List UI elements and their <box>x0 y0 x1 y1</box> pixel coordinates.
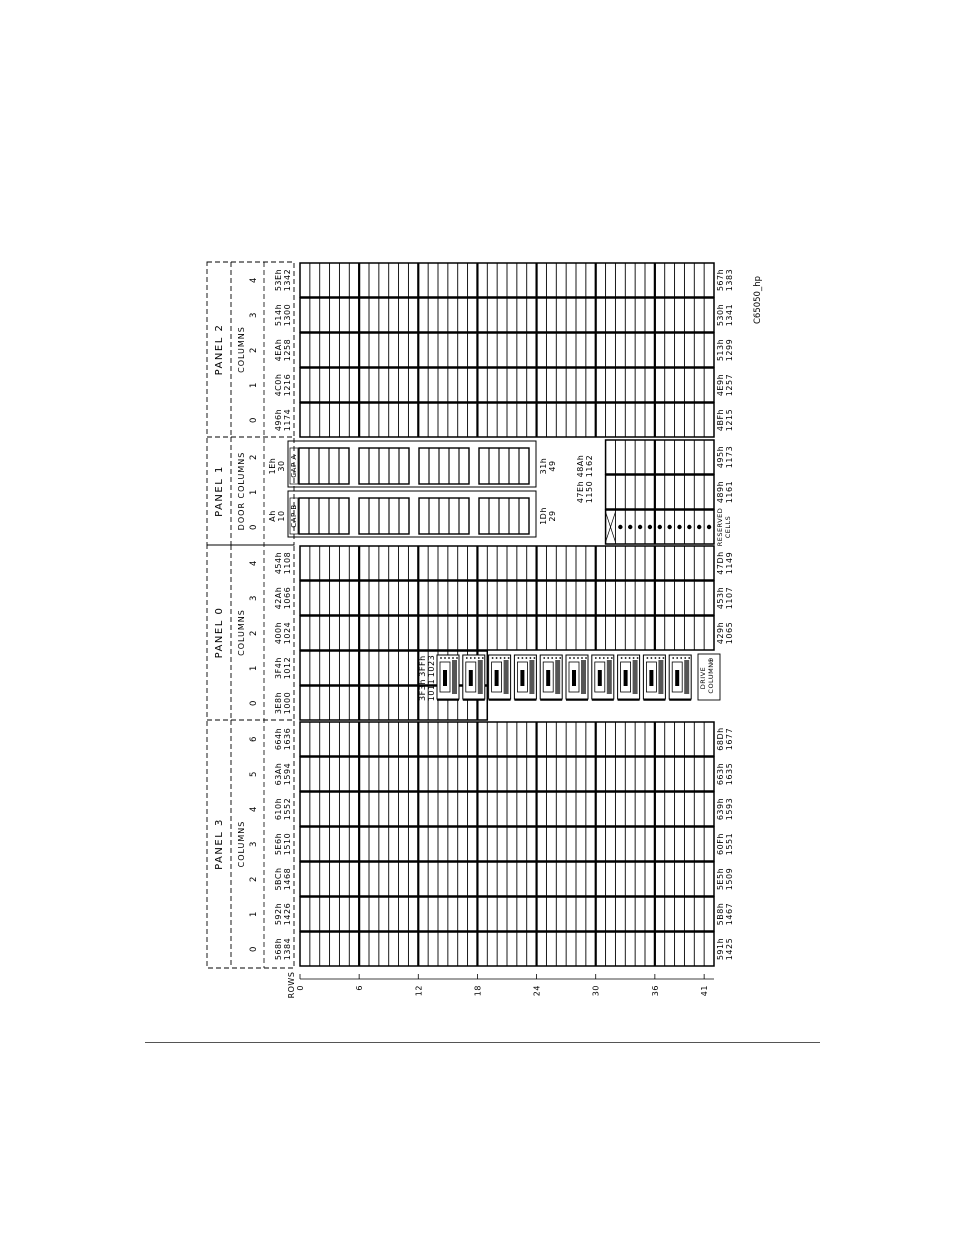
panel-0-col-4-top-dec: 1108 <box>283 551 292 575</box>
cap-b-top-dec: 10 <box>277 510 286 522</box>
panel-3-col-3-top-hex: 5E6h <box>274 832 283 856</box>
panel-0-col-4-bot-dec: 1149 <box>725 551 734 575</box>
panel-3-col-0-top-dec: 1384 <box>283 937 292 961</box>
panel-3-col-3-top-dec: 1510 <box>283 832 292 856</box>
panel-2-col-4-top-dec: 1342 <box>283 268 292 292</box>
mid-label-dec-1150: 1150 <box>585 480 594 504</box>
panel-3-col-1-top-hex: 592h <box>274 902 283 926</box>
cap-a-top-dec: 30 <box>277 460 286 472</box>
panel-2-column-2 <box>300 333 714 367</box>
panel-2-column-4 <box>300 263 714 297</box>
panel-2-column-0 <box>300 403 714 437</box>
cap-a-magazine <box>359 448 409 484</box>
panel-0-subtitle: COLUMNS <box>237 609 246 656</box>
panel-3-col-3-bot-hex: 60Fh <box>716 833 725 855</box>
panel-2-col-4-bot-hex: 567h <box>716 268 725 292</box>
panel-2-col-1-top-dec: 1216 <box>283 373 292 397</box>
panel-1-col-1-bot-hex: 489h <box>716 480 725 504</box>
panel-2-col-num-0: 0 <box>249 417 259 423</box>
tape-drive <box>540 655 562 700</box>
cap-b-magazine <box>299 498 349 534</box>
panel-1-lower-column-1 <box>606 475 714 509</box>
panel-3-col-num-4: 4 <box>249 806 259 812</box>
panel-3-col-5-bot-dec: 1635 <box>725 762 734 786</box>
panel-3-col-2-bot-hex: 5E5h <box>716 867 725 891</box>
panel-1-title: PANEL 1 <box>214 465 225 517</box>
figure-id: C65050_hp <box>753 275 763 325</box>
panel-2-col-3-bot-hex: 530h <box>716 303 725 327</box>
panel-0-col-0-top-hex: 3E8h <box>274 691 283 715</box>
tape-drive <box>618 655 640 700</box>
tape-drive <box>437 655 459 700</box>
panel-3-column-2 <box>300 862 714 896</box>
panel-3-title: PANEL 3 <box>214 818 225 870</box>
reserved-cells <box>606 512 712 542</box>
panel-2-col-4-bot-dec: 1383 <box>725 268 734 292</box>
panel-2-col-2-bot-hex: 513h <box>716 338 725 362</box>
row-label-36: 36 <box>650 985 660 997</box>
reserved-cells-label-line1: RESERVED <box>716 507 724 547</box>
panel-3-col-num-2: 2 <box>249 876 259 882</box>
tape-drive <box>643 655 665 700</box>
panel-1-subtitle: DOOR COLUMNS <box>237 451 246 531</box>
tape-drive <box>669 655 691 700</box>
tape-drive <box>566 655 588 700</box>
page-footer-rule <box>145 1042 820 1043</box>
panel-3-subtitle: COLUMNS <box>237 820 246 868</box>
panel-1-col-num-2: 2 <box>249 454 259 460</box>
panel-3-column-5 <box>300 757 714 791</box>
row-label-18: 18 <box>473 985 483 997</box>
panel-2-col-num-3: 3 <box>249 312 259 318</box>
panel-0-column-2 <box>300 616 714 650</box>
panel-3-col-6-bot-hex: 68Dh <box>716 727 725 751</box>
row-label-30: 30 <box>591 985 601 997</box>
cap-a-top-hex: 1Eh <box>268 457 277 475</box>
panel-3-col-0-bot-hex: 591h <box>716 937 725 961</box>
cap-b-name: CAP B <box>290 504 298 528</box>
panel-1-col-num-1: 1 <box>249 489 259 495</box>
panel-3-col-1-bot-dec: 1467 <box>725 902 734 926</box>
cap-a-name: CAP A <box>290 454 298 478</box>
panel-0-col-0-top-dec: 1000 <box>283 691 292 715</box>
rows-axis-title: ROWS <box>287 971 296 999</box>
drive-column-label-line2: COLUMN <box>707 662 715 694</box>
panel-2-col-1-bot-dec: 1257 <box>725 373 734 397</box>
cap-b-magazine <box>359 498 409 534</box>
panel-3-column-1 <box>300 897 714 931</box>
panel-3-col-5-top-hex: 63Ah <box>274 762 283 786</box>
panel-3-col-2-top-hex: 5BCh <box>274 867 283 891</box>
cap-a-magazine <box>479 448 529 484</box>
panel-3-col-1-top-dec: 1426 <box>283 902 292 926</box>
panel-0-col-3-top-dec: 1066 <box>283 586 292 610</box>
panel-3-col-4-top-hex: 610h <box>274 797 283 821</box>
cap-a-bot-hex: 31h <box>539 457 548 475</box>
cap-b-magazine <box>419 498 469 534</box>
panel-0-col-1-top-dec: 1012 <box>283 656 292 680</box>
panel-2-col-2-top-hex: 4EAh <box>274 338 283 362</box>
row-label-12: 12 <box>414 985 424 997</box>
panel-3-col-2-bot-dec: 1509 <box>725 867 734 891</box>
panel-0-column-3 <box>300 581 714 615</box>
panel-0-col-num-1: 1 <box>249 665 259 671</box>
panel-2-col-num-1: 1 <box>249 382 259 388</box>
row-label-6: 6 <box>355 985 365 991</box>
panel-3-col-5-top-dec: 1594 <box>283 762 292 786</box>
row-label-24: 24 <box>532 985 542 997</box>
panel-2-col-3-bot-dec: 1341 <box>725 303 734 327</box>
panel-3-column-3 <box>300 827 714 861</box>
mid-label-hex-47Eh: 47Eh <box>576 480 585 504</box>
mid-label-hex-48Ah: 48Ah <box>576 454 585 478</box>
panel-3-col-2-top-dec: 1468 <box>283 867 292 891</box>
panel-3-col-3-bot-dec: 1551 <box>725 832 734 856</box>
panel-0-col-2-bot-hex: 429h <box>716 621 725 645</box>
mid-label-dec-1162: 1162 <box>585 454 594 478</box>
panel-3-col-num-0: 0 <box>249 946 259 952</box>
panel-3-col-num-5: 5 <box>249 771 259 777</box>
cap-b-bot-hex: 1Dh <box>539 507 548 525</box>
panel-3-col-6-top-dec: 1636 <box>283 727 292 751</box>
cap-a-magazine <box>419 448 469 484</box>
panel-2-col-0-top-hex: 496h <box>274 408 283 432</box>
drive-column-symbol: ⊕ <box>707 656 715 664</box>
panel-1-col-1-bot-dec: 1161 <box>725 480 734 504</box>
panel-2-column-1 <box>300 368 714 402</box>
panel-2-col-0-top-dec: 1174 <box>283 408 292 432</box>
drive-bays <box>437 655 691 700</box>
panel-0-col-3-bot-hex: 453h <box>716 586 725 610</box>
panel-2-col-1-bot-hex: 4E9h <box>716 373 725 397</box>
panel-0-title: PANEL 0 <box>214 606 225 659</box>
panel-0-col-4-top-hex: 454h <box>274 551 283 575</box>
panel-0-col-1-top-hex: 3F4h <box>274 657 283 679</box>
panel-3-col-num-6: 6 <box>249 736 259 742</box>
panel-0-col-2-top-hex: 400h <box>274 621 283 645</box>
panel-3-col-4-top-dec: 1552 <box>283 797 292 821</box>
inner-label-hex-3F3h: 3F3h <box>418 679 427 701</box>
panel-3-col-0-top-hex: 568h <box>274 937 283 961</box>
panel-1-col-2-bot-dec: 1173 <box>725 445 734 469</box>
panel-2-col-1-top-hex: 4C0h <box>274 373 283 397</box>
panel-3-col-4-bot-dec: 1593 <box>725 797 734 821</box>
panel-3-col-num-1: 1 <box>249 911 259 917</box>
panel-0-col-4-bot-hex: 47Dh <box>716 551 725 575</box>
row-label-0: 0 <box>296 985 305 991</box>
panel-0-col-2-bot-dec: 1065 <box>725 621 734 645</box>
tape-drive <box>514 655 536 700</box>
panel-3-column-0 <box>300 932 714 966</box>
cap-b-bot-dec: 29 <box>548 510 557 522</box>
panel-0-col-num-2: 2 <box>249 630 259 636</box>
row-label-41: 41 <box>700 985 710 997</box>
inner-label-dec-1023: 1023 <box>427 654 436 678</box>
panel-0-col-3-bot-dec: 1107 <box>725 586 734 610</box>
panel-2-col-4-top-hex: 53Eh <box>274 268 283 292</box>
panel-2-col-2-bot-dec: 1299 <box>725 338 734 362</box>
cap-b-magazine <box>479 498 529 534</box>
panel-2-col-2-top-dec: 1258 <box>283 338 292 362</box>
panel-2-title: PANEL 2 <box>214 323 225 376</box>
tape-drive <box>592 655 614 700</box>
panel-3-column-6 <box>300 722 714 756</box>
panel-3-col-6-top-hex: 664h <box>274 727 283 751</box>
cap-a-bot-dec: 49 <box>548 460 557 472</box>
panel-3-col-6-bot-dec: 1677 <box>725 727 734 751</box>
panel-2-col-0-bot-dec: 1215 <box>725 408 734 432</box>
tape-drive <box>489 655 511 700</box>
panel-3-col-1-bot-hex: 5B8h <box>716 902 725 926</box>
panel-3-col-5-bot-hex: 663h <box>716 762 725 786</box>
panel-2-col-3-top-dec: 1300 <box>283 303 292 327</box>
panel-3-col-0-bot-dec: 1425 <box>725 937 734 961</box>
panel-3-col-num-3: 3 <box>249 841 259 847</box>
tape-drive <box>463 655 485 700</box>
panel-3-column-4 <box>300 792 714 826</box>
panel-2-col-3-top-hex: 514h <box>274 303 283 327</box>
panel-2-column-3 <box>300 298 714 332</box>
panel-2-subtitle: COLUMNS <box>237 326 246 373</box>
panel-0-col-3-top-hex: 42Ah <box>274 586 283 610</box>
panel-0-column-4 <box>300 546 714 580</box>
panel-2-col-num-4: 4 <box>249 277 259 283</box>
panel-0-col-2-top-dec: 1024 <box>283 621 292 645</box>
drive-column-label-line1: DRIVE <box>699 666 707 690</box>
panel-1-lower-column-0 <box>606 440 714 474</box>
reserved-cells-label-line2: CELLS <box>724 515 732 539</box>
inner-label-hex-3FFh: 3FFh <box>418 655 427 677</box>
panel-1-col-num-0: 0 <box>249 524 259 530</box>
inner-label-dec-1011: 1011 <box>427 678 436 702</box>
cap-a-magazine <box>299 448 349 484</box>
cap-b-top-hex: Ah <box>268 510 277 522</box>
panel-2-col-0-bot-hex: 4BFh <box>716 408 725 432</box>
panel-1-col-2-bot-hex: 495h <box>716 445 725 469</box>
panel-0-col-num-3: 3 <box>249 595 259 601</box>
panel-0-col-num-4: 4 <box>249 560 259 566</box>
panel-3-col-4-bot-hex: 639h <box>716 797 725 821</box>
panel-2-col-num-2: 2 <box>249 347 259 353</box>
panel-0-col-num-0: 0 <box>249 700 259 706</box>
